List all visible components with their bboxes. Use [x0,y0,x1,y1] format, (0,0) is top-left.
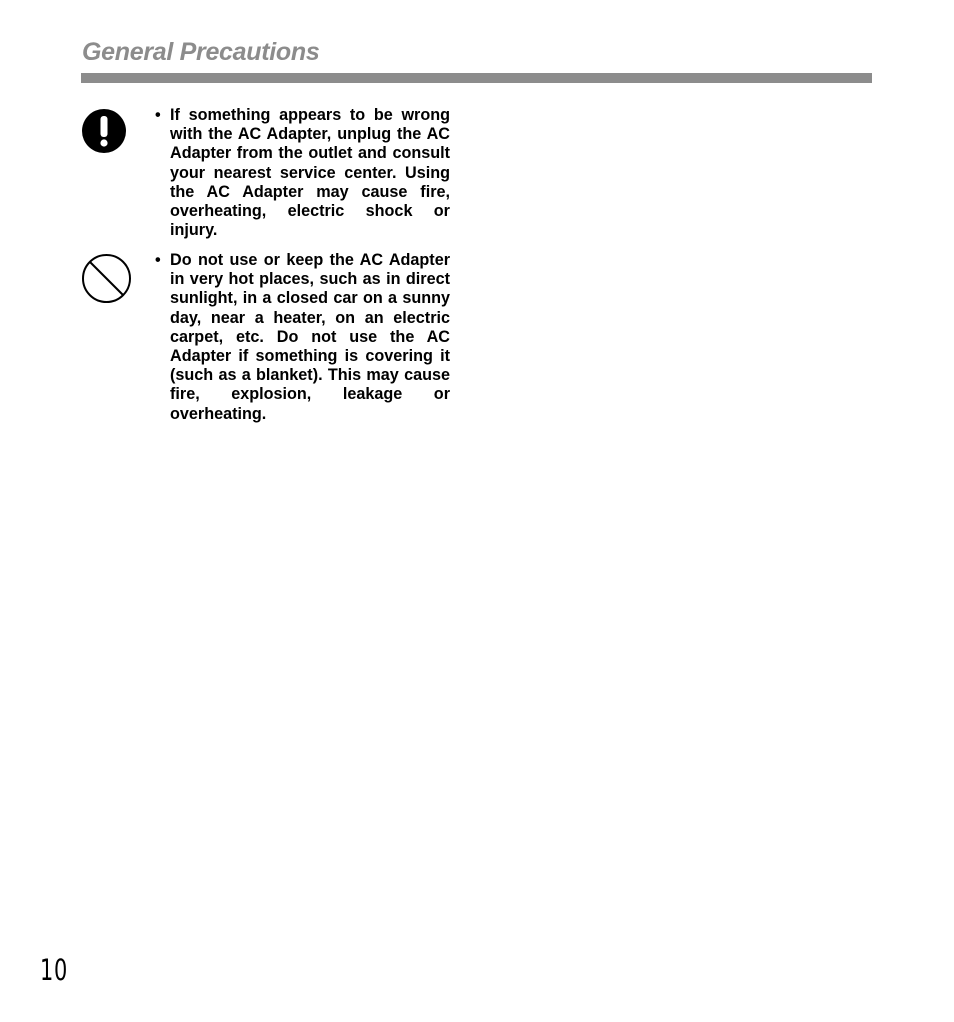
mandatory-exclamation-icon [81,108,127,154]
bullet: • [155,106,161,124]
precaution-item-2 [155,251,450,424]
page-number: 10 [40,953,69,987]
title-rule [81,73,872,83]
prohibition-icon [81,253,132,304]
section-title: General Precautions [82,38,320,66]
bullet: • [155,251,161,269]
precaution-text-2: Do not use or keep the AC Adapter in very hot places, such as in direct sunlight, in a closed car on a sunny day, near a heater, on an electric carpet, etc. Do not use the AC Adapter if something is covering it (such as a blanket). This may cause fire, explosion, leakage or overheating. [170,251,450,423]
precaution-text-1: If something appears to be wrong with the AC Adapter, unplug the AC Adapter from the outlet and consult your nearest service center. Using the AC Adapter may cause fire, overheating, electric shock or injury. [170,106,450,240]
precaution-item-1 [155,106,450,240]
